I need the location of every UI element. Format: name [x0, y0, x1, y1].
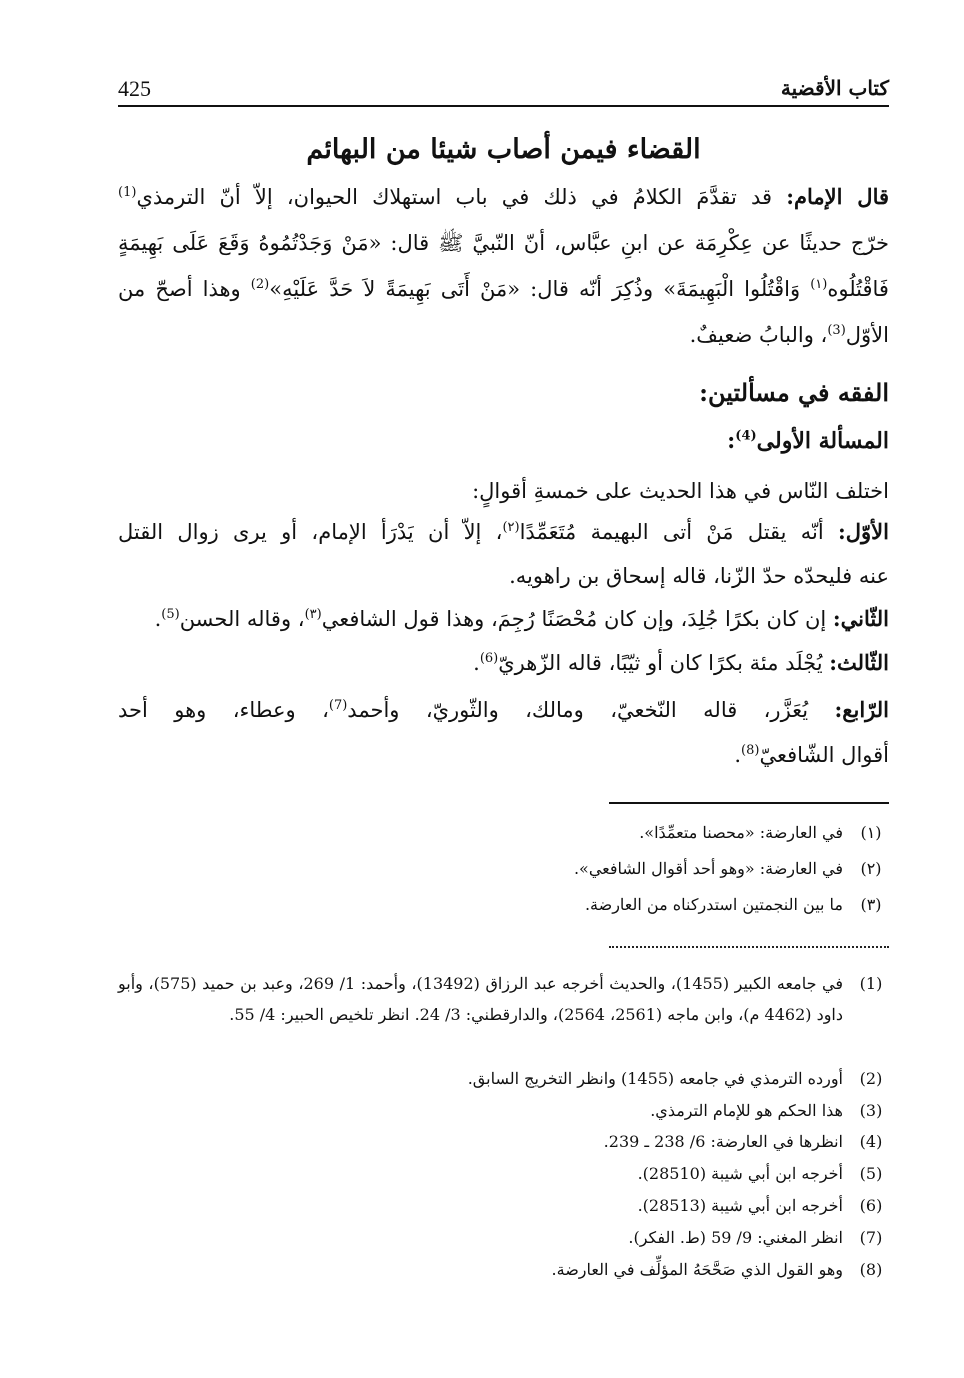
opinion-1-keyword: الأوّل: — [838, 519, 889, 544]
sub-heading-text: المسألة الأولى — [756, 428, 889, 454]
footnote-text: في جامعه الكبير (1455)، والحديث أخرجه عبد الرزاق (13492)، وأحمد: 1/ 269، وعبد بن حميد (575)، وأبو داود (4462 م)، وابن ماجه (2561، 2564)، والدارقطني: 3/ 24. انظر تلخيص الحبير: 4/ 55. — [118, 974, 843, 1024]
opinion-4-text-a: يُعَزَّر، قاله النّخعيّ، ومالك، والثّوريّ، وأحمد — [347, 698, 809, 722]
opinion-4-text-c: أقوال الشّافعيّ — [759, 743, 889, 767]
footnote-text: أخرجه ابن أبي شيبة (28513). — [637, 1196, 843, 1215]
intro-text-3b: وَاقْتُلُوا الْبَهِيمَةَ» وذُكِرَ أنّه قال: «مَنْ أَتَى بَهِيمَةً لاَ حَدَّ عَلَيْهِ» — [269, 277, 801, 301]
footnote-text: وهو القول الذي صَحَّحَهُ المؤلِّف في العارضة. — [551, 1260, 843, 1279]
footnote-dotted-separator — [609, 946, 889, 948]
intro-line-1 — [118, 184, 889, 210]
section-heading: الفقه في مسألتين: — [699, 378, 889, 407]
opinion-4-text-d: . — [734, 743, 742, 767]
sub-heading — [118, 428, 889, 456]
footnote-text: انظرها في العارضة: 6/ 238 ـ 239. — [603, 1132, 843, 1151]
opinion-1-text-b: ، إلاّ أن يَدْرَأ الإمام، أو يرى زوال القتل — [118, 520, 503, 544]
opinion-3-text-a: يُجْلَد مئة بكرًا كان أو ثيّبًا، قاله الزّهريّ — [498, 651, 823, 675]
intro-text-2: خرّج حديثًا عن عِكْرِمَة عن ابنِ عبَّاس، أنّ النّبيَّ ﷺ قال: «مَنْ وَجَدْتُمُوهُ وَقَعَ عَلَى بَهِيمَةٍ — [118, 231, 889, 255]
footnote-ref: (5) — [161, 607, 180, 622]
footnote-text: أورده الترمذي في جامعه (1455) وانظر التخريج السابق. — [467, 1069, 843, 1088]
footnote-ref: (6) — [479, 651, 499, 666]
footnote-number: (5) — [859, 1164, 883, 1183]
intro-text-4a: الأوّل — [845, 323, 889, 347]
opinion-4-text-b: ، وعطاء، وهو أحد — [118, 698, 329, 722]
intro-line-4 — [118, 322, 889, 348]
note-text: ما بين النجمتين استدركناه من العارضة. — [584, 895, 843, 914]
intro-keyword: قال الإمام: — [786, 184, 890, 209]
opinion-2-keyword: الثّاني: — [832, 606, 889, 631]
footnote-ref: (١) — [810, 277, 828, 292]
footnote-number: (6) — [859, 1196, 883, 1215]
opinion-4-keyword: الرّابع: — [834, 697, 889, 722]
intro-text-4b: ، والبابُ ضعيفٌ. — [689, 323, 828, 347]
footnote-number: (2) — [859, 1069, 883, 1088]
footnote-ref: (٣) — [304, 607, 322, 622]
opinion-3-keyword: الثّالث: — [829, 650, 889, 675]
footnote-ref: (3) — [827, 323, 846, 338]
note-number: (٣) — [860, 895, 882, 914]
header-rule — [118, 105, 889, 107]
sub-heading-colon: : — [727, 428, 736, 454]
note-number: (٢) — [860, 859, 882, 878]
opinion-4-line-2 — [118, 742, 889, 768]
note-number: (١) — [860, 823, 882, 842]
opinion-2-text-a: إن كان بكرًا جُلِدَ، وإن كان مُحْصَنًا رُجِمَ، وهذا قول الشافعي — [321, 607, 827, 631]
footnote-number: (7) — [859, 1228, 883, 1247]
footnote-text: أخرجه ابن أبي شيبة (28510). — [637, 1164, 843, 1183]
footnote-ref: (4) — [735, 428, 757, 444]
opinion-3-text-b: . — [473, 651, 480, 675]
footnote-text: انظر المغني: 9/ 59 (ط. الفكر). — [628, 1228, 843, 1247]
opinion-3 — [118, 650, 889, 676]
opinion-1-line-2: عنه فليحدّه حدّ الزّنا، قاله إسحاق بن راهويه. — [509, 564, 889, 588]
footnote-separator — [609, 802, 889, 804]
opinion-2 — [118, 606, 889, 632]
footnote-ref: (2) — [250, 277, 270, 292]
footnote-ref: (7) — [328, 698, 348, 713]
footnote-number: (3) — [859, 1101, 883, 1120]
note-text: في العارضة: «وهو أحد أقوال الشافعي». — [573, 859, 843, 878]
opinion-2-text-b: ، وقاله الحسن — [179, 607, 305, 631]
opinion-1-text-a: أنّه يقتل مَنْ أتى البهيمة مُتَعَمِّدًا — [519, 520, 824, 544]
opinion-1-line-1 — [118, 519, 889, 545]
page-title: القضاء فيمن أصاب شيئا من البهائم — [306, 134, 701, 165]
intro-line-3 — [118, 276, 889, 302]
opinion-2-text-c: . — [154, 607, 162, 631]
footnote-ref: (8) — [741, 743, 760, 758]
paragraph-intro: اختلف النّاس في هذا الحديث على خمسةِ أقوالٍ: — [472, 479, 889, 503]
intro-text-3a: فَاقْتُلُوه — [827, 277, 889, 301]
intro-text-1: قد تقدَّمَ الكلامُ في ذلك في باب استهلاك الحيوان، إلاّ أنّ الترمذي — [136, 185, 773, 209]
footnote-number: (4) — [859, 1132, 883, 1151]
opinion-4-line-1 — [118, 697, 889, 723]
footnote-number: (8) — [859, 1260, 883, 1279]
footnote-ref: (1) — [118, 185, 137, 200]
footnote-number: (1) — [859, 974, 883, 993]
intro-line-2 — [118, 230, 889, 256]
intro-text-3c: وهذا أصحّ من — [118, 277, 241, 301]
note-text: في العارضة: «محصنا متعمِّدًا». — [639, 823, 843, 842]
footnote-text: هذا الحكم هو للإمام الترمذي. — [650, 1101, 843, 1120]
page-number: 425 — [118, 76, 151, 101]
running-head: كتاب الأقضية — [780, 76, 889, 100]
footnote-ref: (٢) — [502, 520, 520, 535]
footnote — [118, 968, 889, 1030]
